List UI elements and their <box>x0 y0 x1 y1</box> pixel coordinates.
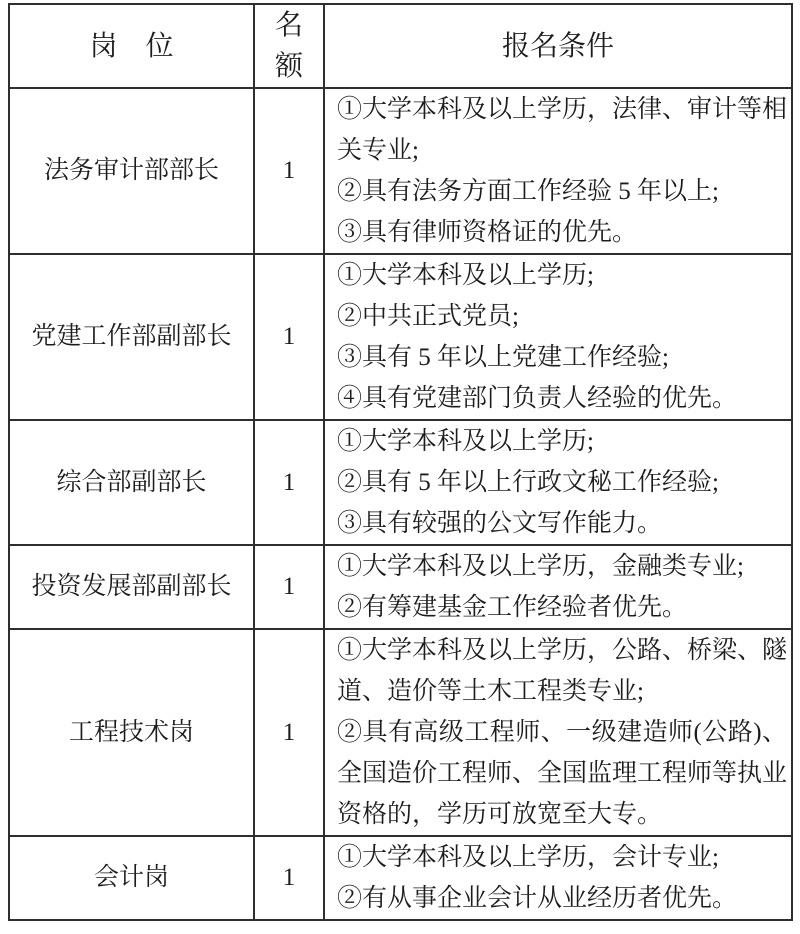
position-cell: 综合部副部长 <box>9 420 254 545</box>
condition-item: ③具有律师资格证的优先。 <box>337 219 638 246</box>
recruitment-positions-table <box>8 3 793 921</box>
condition-item: ②具有高级工程师、一级建造师(公路)、全国造价工程师、全国监理工程师等执业资格的，学历可放宽至大专。 <box>337 719 788 828</box>
quota-cell: 1 <box>254 254 324 420</box>
conditions-cell <box>324 254 792 420</box>
position-cell: 投资发展部副部长 <box>9 545 254 629</box>
position-cell: 会计岗 <box>9 836 254 920</box>
header-quota-label: 名额 <box>274 10 303 82</box>
condition-item: ②有从事企业会计从业经历者优先。 <box>337 885 738 912</box>
conditions-cell <box>324 629 792 836</box>
condition-item: ①大学本科及以上学历，法律、审计等相关专业; <box>337 96 788 164</box>
quota-cell: 1 <box>254 836 324 920</box>
header-quota <box>254 4 324 88</box>
table-row <box>9 420 792 545</box>
position-cell: 法务审计部部长 <box>9 88 254 254</box>
condition-item: ④具有党建部门负责人经验的优先。 <box>337 385 738 412</box>
table-row <box>9 545 792 629</box>
table-row <box>9 836 792 920</box>
condition-item: ③具有 5 年以上党建工作经验; <box>337 344 669 371</box>
condition-item: ②有筹建基金工作经验者优先。 <box>337 594 688 621</box>
position-cell: 党建工作部副部长 <box>9 254 254 420</box>
conditions-cell <box>324 836 792 920</box>
table-row <box>9 629 792 836</box>
quota-cell: 1 <box>254 545 324 629</box>
table-row <box>9 254 792 420</box>
quota-cell: 1 <box>254 88 324 254</box>
conditions-cell <box>324 88 792 254</box>
condition-item: ①大学本科及以上学历; <box>337 262 594 289</box>
header-position: 岗 位 <box>9 4 254 88</box>
condition-item: ②具有法务方面工作经验 5 年以上; <box>337 178 719 205</box>
quota-cell: 1 <box>254 420 324 545</box>
condition-item: ①大学本科及以上学历，会计专业; <box>337 844 719 871</box>
condition-item: ②中共正式党员; <box>337 303 519 330</box>
conditions-cell <box>324 420 792 545</box>
quota-cell: 1 <box>254 629 324 836</box>
condition-item: ①大学本科及以上学历，公路、桥梁、隧道、造价等土木工程类专业; <box>337 637 788 705</box>
condition-item: ①大学本科及以上学历; <box>337 428 594 455</box>
condition-item: ③具有较强的公文写作能力。 <box>337 510 663 537</box>
header-conditions: 报名条件 <box>324 4 792 88</box>
table-header-row <box>9 4 792 88</box>
table-row <box>9 88 792 254</box>
position-cell: 工程技术岗 <box>9 629 254 836</box>
condition-item: ②具有 5 年以上行政文秘工作经验; <box>337 469 719 496</box>
conditions-cell <box>324 545 792 629</box>
condition-item: ①大学本科及以上学历，金融类专业; <box>337 553 744 580</box>
